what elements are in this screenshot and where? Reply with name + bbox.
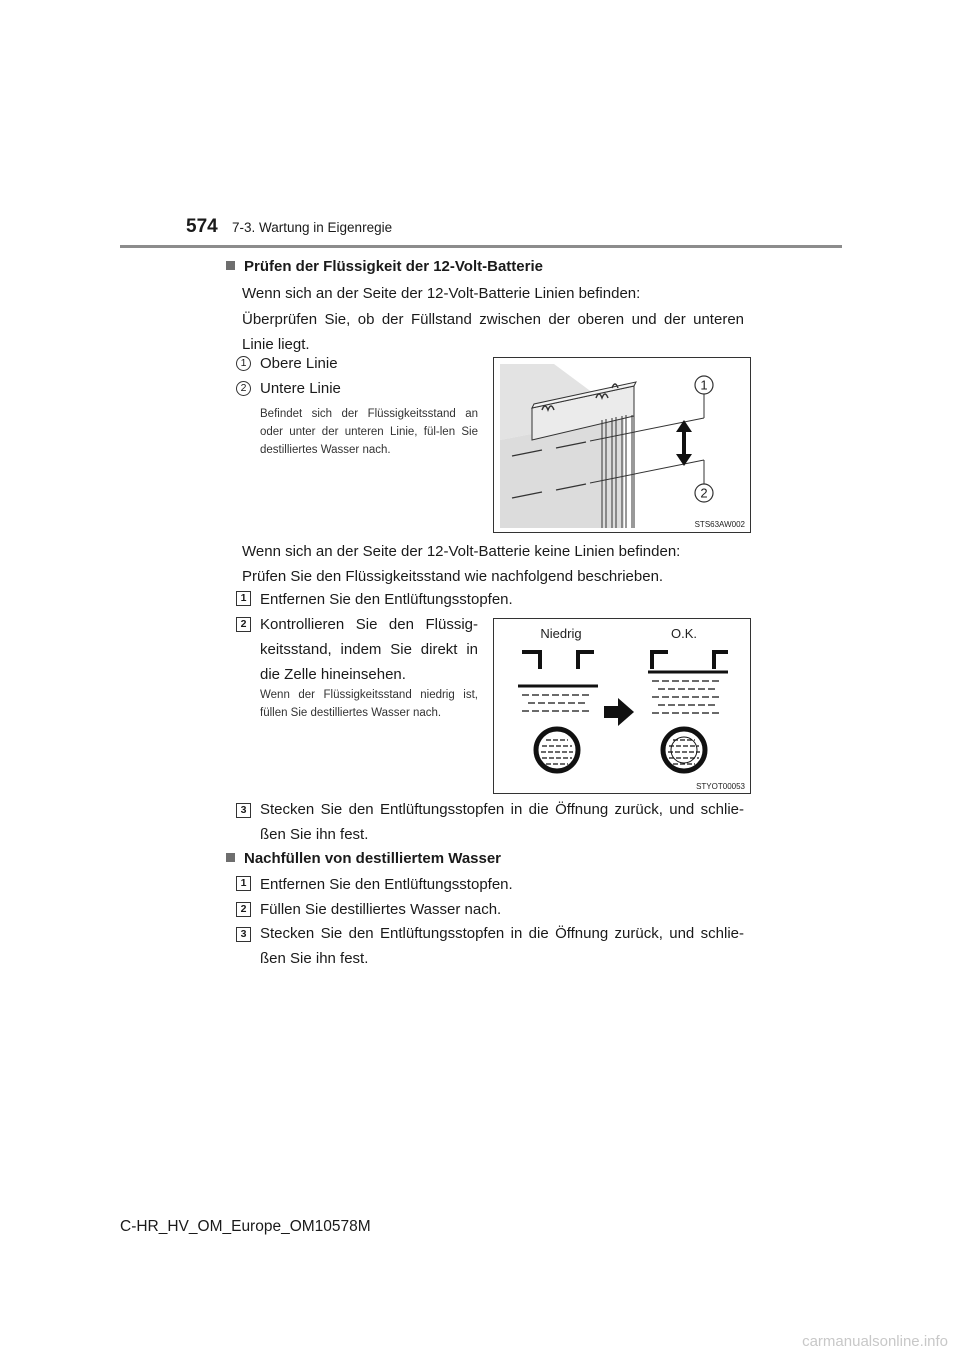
no-lines-check-text: Prüfen Sie den Flüssigkeitsstand wie nachfolgend beschrieben.	[242, 568, 664, 585]
item-lower-line: Untere Linie	[260, 380, 341, 397]
section1-heading: Prüfen der Flüssigkeit der 12-Volt-Batterie	[226, 258, 543, 275]
section2-heading: Nachfüllen von destilliertem Wasser	[226, 850, 501, 867]
item-upper-line: Obere Linie	[260, 355, 338, 372]
callout-number-1: 1	[236, 356, 251, 371]
watermark: carmanualsonline.info	[802, 1333, 948, 1350]
intro-lines-text: Wenn sich an der Seite der 12-Volt-Batterie Linien befinden:	[242, 285, 641, 302]
figure2-code: STYOT00053	[696, 782, 745, 791]
fluid-level-figure	[493, 618, 751, 794]
step-2-text: Kontrollieren Sie den Flüssig-keitsstand, indem Sie direkt in die Zelle hineinsehen.	[260, 616, 478, 683]
callout-number-2: 2	[236, 381, 251, 396]
s2-step-number-3: 3	[236, 927, 251, 942]
section-title: 7-3. Wartung in Eigenregie	[232, 220, 393, 235]
step-number-2: 2	[236, 617, 251, 632]
figure1-callout-2: 2	[700, 485, 708, 501]
s2-step-number-2: 2	[236, 902, 251, 917]
header-divider	[120, 245, 842, 248]
step-number-1: 1	[236, 591, 251, 606]
battery-lines-figure	[493, 357, 751, 533]
no-lines-text: Wenn sich an der Seite der 12-Volt-Batterie keine Linien befinden:	[242, 543, 681, 560]
lower-line-note: Befindet sich der Flüssigkeitsstand an oder unter der unteren Linie, fül-len Sie destilliertes Wasser nach.	[260, 408, 478, 456]
document-id: C-HR_HV_OM_Europe_OM10578M	[120, 1218, 371, 1235]
step-number-3: 3	[236, 803, 251, 818]
s2-step-number-1: 1	[236, 876, 251, 891]
s2-step-1-text: Entfernen Sie den Entlüftungsstopfen.	[260, 876, 513, 893]
heading-bullet-icon	[226, 261, 235, 270]
intro-check-text: Überprüfen Sie, ob der Füllstand zwischen der oberen und der unteren Linie liegt.	[242, 311, 744, 353]
figure1-code: STS63AW002	[694, 520, 745, 529]
page-number: 574	[186, 216, 218, 237]
step-3-text: Stecken Sie den Entlüftungsstopfen in die Öffnung zurück, und schlie-ßen Sie ihn fest.	[260, 801, 744, 843]
step-1-text: Entfernen Sie den Entlüftungsstopfen.	[260, 591, 513, 608]
step-2-note: Wenn der Flüssigkeitsstand niedrig ist, füllen Sie destilliertes Wasser nach.	[260, 689, 478, 719]
s2-step-2-text: Füllen Sie destilliertes Wasser nach.	[260, 901, 502, 918]
figure2-label-low: Niedrig	[540, 626, 582, 641]
heading-bullet-icon	[226, 853, 235, 862]
figure2-label-ok: O.K.	[670, 626, 698, 641]
s2-step-3-text: Stecken Sie den Entlüftungsstopfen in die Öffnung zurück, und schlie-ßen Sie ihn fest.	[260, 925, 744, 967]
figure1-callout-1: 1	[700, 377, 708, 393]
